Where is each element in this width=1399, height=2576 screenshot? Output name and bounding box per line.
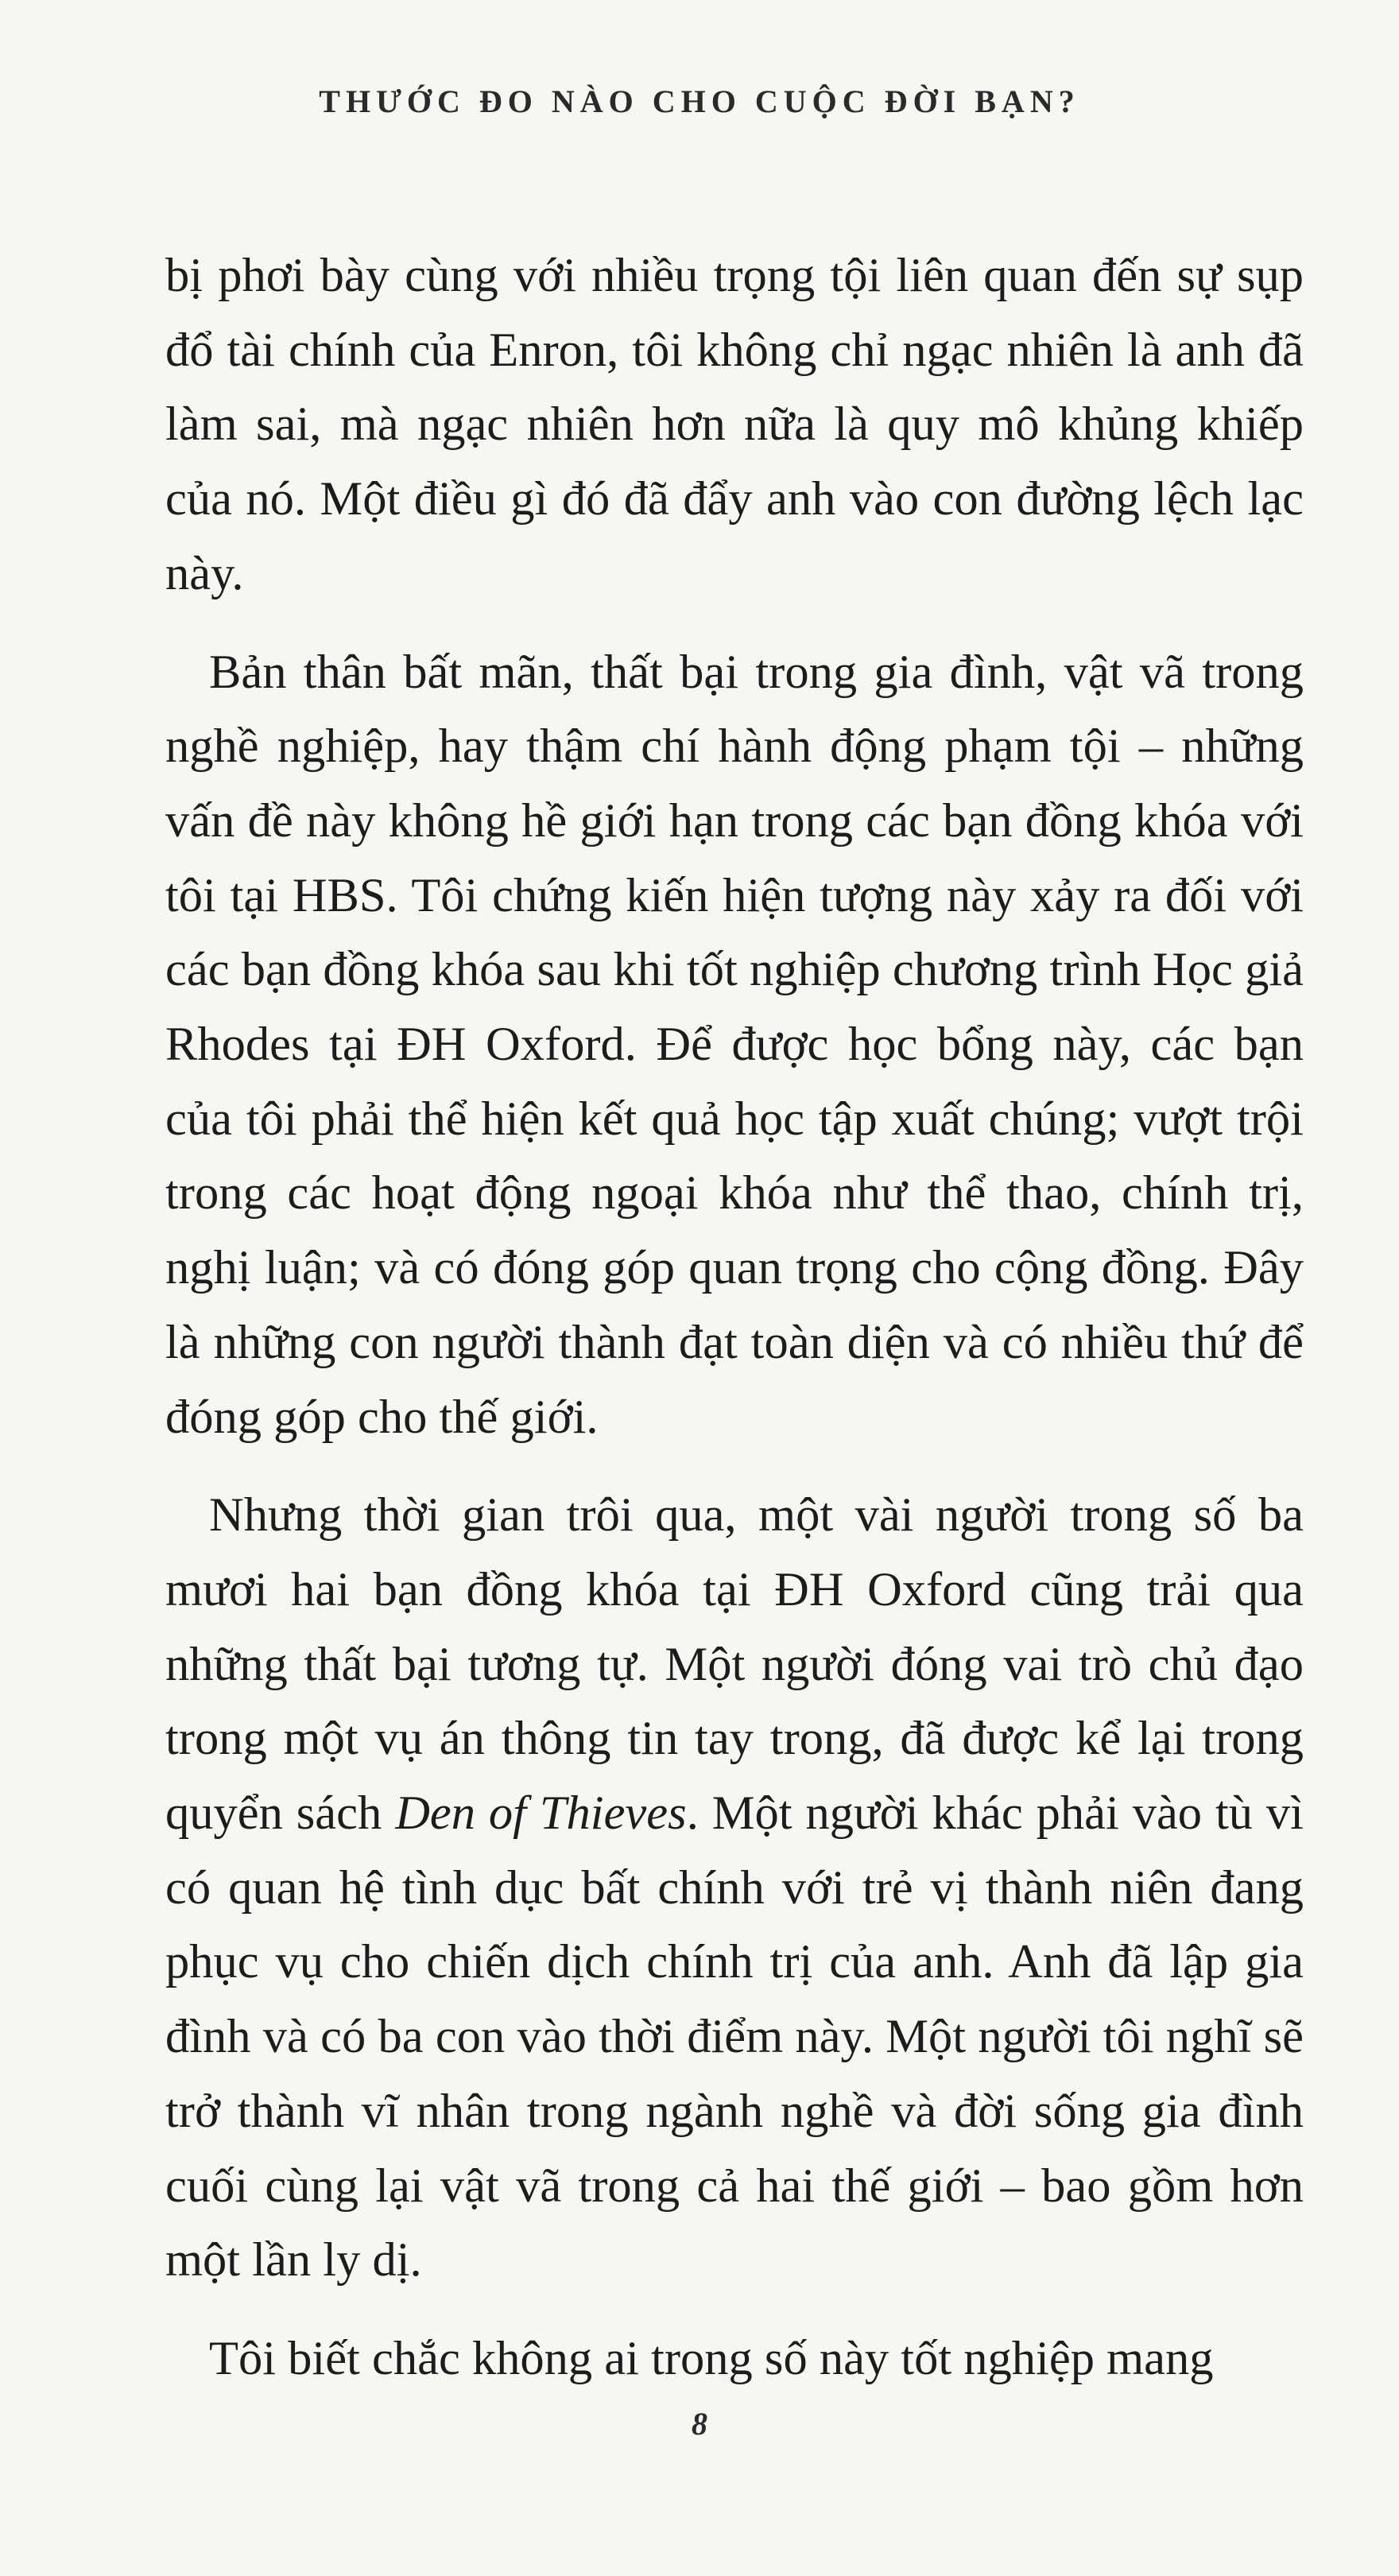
page-number: 8 [692, 2406, 707, 2442]
paragraph-3-text-b: . Một người khác phải vào tù vì có quan hệ tình dục bất chính với trẻ vị thành niên đang phục vụ cho chiến dịch chính trị của anh. Anh đã lập gia đình và có ba con vào thời điểm này. Một người tôi nghĩ sẽ trở thành vĩ nhân trong ngành nghề và đời sống gia đình cuối cùng lại vật vã trong cả hai thế giới – bao gồm hơn một lần ly dị. [165, 1787, 1304, 2287]
body-text [165, 239, 1304, 2420]
running-head: THƯỚC ĐO NÀO CHO CUỘC ĐỜI BẠN? [319, 83, 1080, 119]
paragraph-4: Tôi biết chắc không ai trong số này tốt nghiệp mang [209, 2331, 1214, 2385]
paragraph-3 [165, 1478, 1304, 2298]
book-title: Den of Thieves [395, 1787, 687, 1841]
paragraph-3-text-a: Nhưng thời gian trôi qua, một vài người trong số ba mươi hai bạn đồng khóa tại ĐH Oxford cũng trải qua những thất bại tương tự. Một người đóng vai trò chủ đạo trong một vụ án thông tin tay trong, đã được kể lại trong quyển sách [165, 1488, 1304, 1841]
paragraph-2: Bản thân bất mãn, thất bại trong gia đình, vật vã trong nghề nghiệp, hay thậm chí hành động phạm tội – những vấn đề này không hề giới hạn trong các bạn đồng khóa với tôi tại HBS. Tôi chứng kiến hiện tượng này xảy ra đối với các bạn đồng khóa sau khi tốt nghiệp chương trình Học giả Rhodes tại ĐH Oxford. Để được học bổng này, các bạn của tôi phải thể hiện kết quả học tập xuất chúng; vượt trội trong các hoạt động ngoại khóa như thể thao, chính trị, nghị luận; và có đóng góp quan trọng cho cộng đồng. Đây là những con người thành đạt toàn diện và có nhiều thứ để đóng góp cho thế giới. [165, 645, 1304, 1444]
paragraph-1: bị phơi bày cùng với nhiều trọng tội liên quan đến sự sụp đổ tài chính của Enron, tôi không chỉ ngạc nhiên là anh đã làm sai, mà ngạc nhiên hơn nữa là quy mô khủng khiếp của nó. Một điều gì đó đã đẩy anh vào con đường lệch lạc này. [165, 249, 1304, 600]
